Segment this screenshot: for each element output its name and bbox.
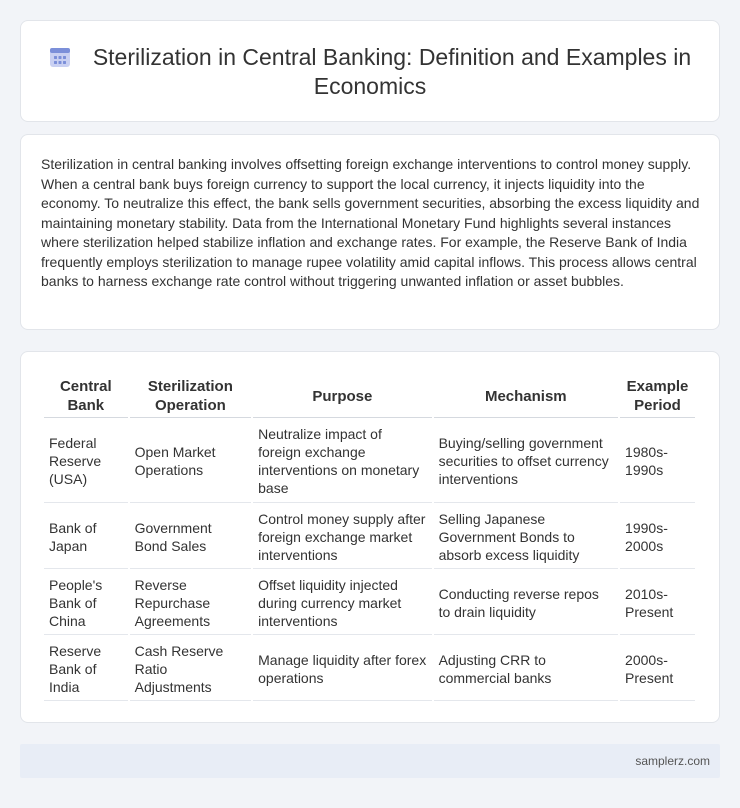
- sterilization-table: [42, 372, 697, 703]
- cell-operation: Open Market Operations: [130, 420, 252, 503]
- table-row: [44, 505, 695, 569]
- footer-site-link[interactable]: samplerz.com: [635, 754, 710, 768]
- cell-central-bank: Federal Reserve (USA): [44, 420, 128, 503]
- table-row: [44, 637, 695, 701]
- cell-purpose: Manage liquidity after forex operations: [253, 637, 431, 701]
- cell-central-bank: People's Bank of China: [44, 571, 128, 635]
- header-central-bank: Central Bank: [44, 374, 128, 418]
- cell-operation: Government Bond Sales: [130, 505, 252, 569]
- table-row: [44, 571, 695, 635]
- table-row: [44, 420, 695, 503]
- calendar-grid-icon: [49, 46, 71, 68]
- intro-card: [20, 134, 720, 330]
- page-title: Sterilization in Central Banking: Definition and Examples in Economics: [92, 44, 692, 99]
- header-example-period: Example Period: [620, 374, 695, 418]
- cell-mechanism: Buying/selling government securities to offset currency interventions: [434, 420, 618, 503]
- table-header-row: [44, 374, 695, 418]
- cell-purpose: Neutralize impact of foreign exchange interventions on monetary base: [253, 420, 431, 503]
- cell-period: 2000s-Present: [620, 637, 695, 701]
- cell-period: 1990s-2000s: [620, 505, 695, 569]
- cell-central-bank: Bank of Japan: [44, 505, 128, 569]
- cell-mechanism: Selling Japanese Government Bonds to absorb excess liquidity: [434, 505, 618, 569]
- header-sterilization-operation: Sterilization Operation: [130, 374, 252, 418]
- intro-paragraph: Sterilization in central banking involves offsetting foreign exchange interventions to control money supply. When a central bank buys foreign currency to support the local currency, it injects liquidity into the economy. To neutralize this effect, the bank sells government securities, absorbing the excess liquidity and maintaining monetary stability. Data from the International Monetary Fund highlights several instances where sterilization helped stabilize inflation and exchange rates. For example, the Reserve Bank of India frequently employs sterilization to manage rupee volatility amid capital inflows. This process allows central banks to harness exchange rate control without triggering unwanted inflation or asset bubbles.: [41, 156, 700, 289]
- header-card: [20, 20, 720, 122]
- page-title-wrap: [41, 43, 699, 101]
- footer-bar: [20, 744, 720, 778]
- table-card: [20, 351, 720, 723]
- cell-purpose: Control money supply after foreign exchange market interventions: [253, 505, 431, 569]
- cell-period: 1980s-1990s: [620, 420, 695, 503]
- cell-central-bank: Reserve Bank of India: [44, 637, 128, 701]
- cell-mechanism: Conducting reverse repos to drain liquidity: [434, 571, 618, 635]
- header-mechanism: Mechanism: [434, 374, 618, 418]
- cell-period: 2010s-Present: [620, 571, 695, 635]
- cell-mechanism: Adjusting CRR to commercial banks: [434, 637, 618, 701]
- cell-operation: Cash Reserve Ratio Adjustments: [130, 637, 252, 701]
- cell-operation: Reverse Repurchase Agreements: [130, 571, 252, 635]
- cell-purpose: Offset liquidity injected during currency market interventions: [253, 571, 431, 635]
- header-purpose: Purpose: [253, 374, 431, 418]
